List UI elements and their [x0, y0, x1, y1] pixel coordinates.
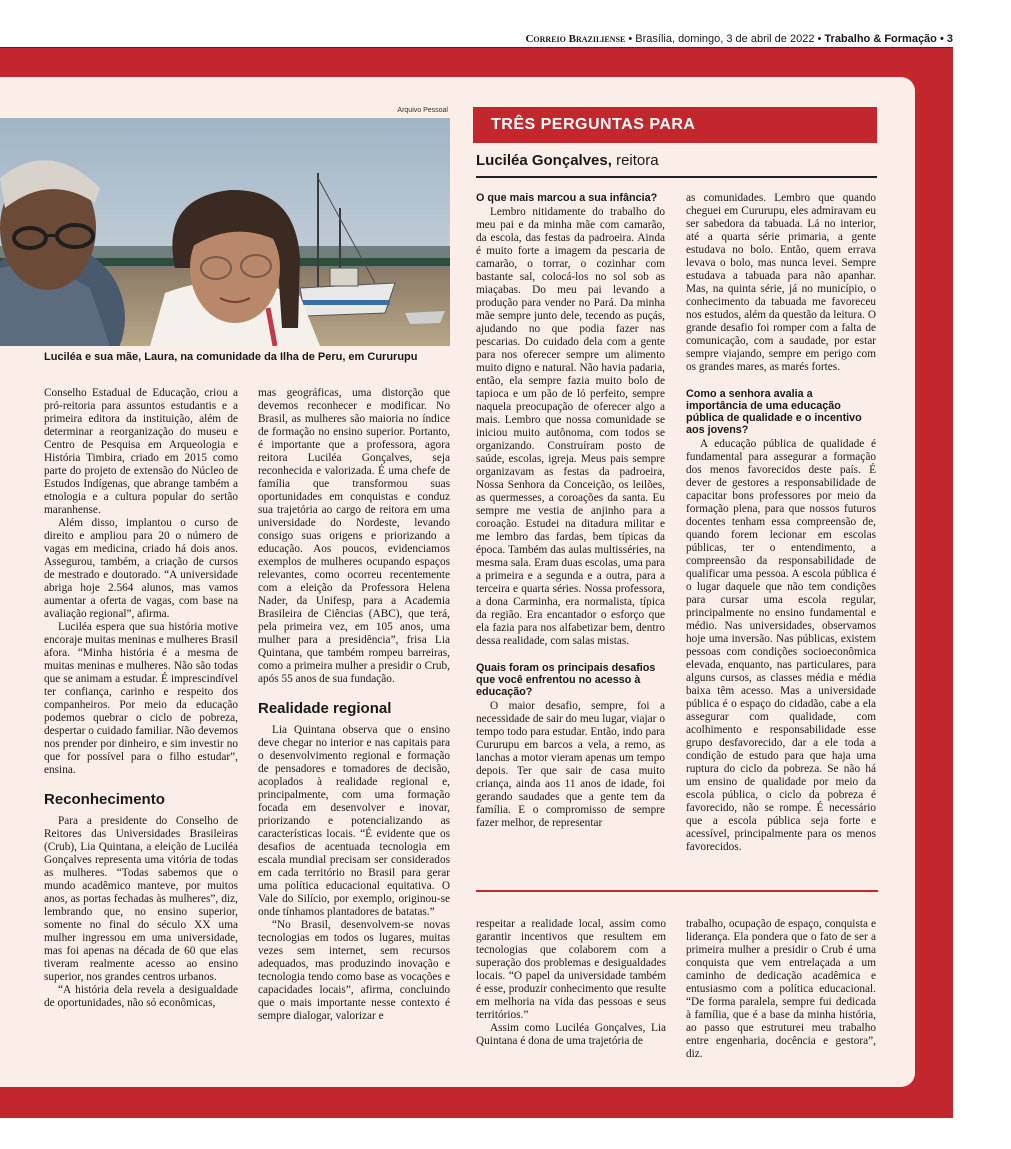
answer-paragraph: O maior desafio, sempre, foi a necessidade de sair do meu lugar, viajar o tempo todo para estudar. Então, indo para Cururupu em barcos a vela, a remo, as lanchas a motor vieram apenas um tempo depois. Ter que sair de casa muito criança, ainda aos 11 anos de idade, foi gerando saudades que a gente tem da família. E o compromisso de sempre fazer melhor, de representar	[476, 700, 665, 829]
paragraph: Assim como Luciléa Gonçalves, Lia Quintana é dona de uma trajetória de	[476, 1022, 666, 1047]
header-date: • Brasília, domingo, 3 de abril de 2022 •	[625, 33, 825, 45]
interviewee-role: reitora	[611, 152, 659, 169]
answer-paragraph: Lembro nitidamente do trabalho do meu pai e da minha mãe com camarão, da escola, das festas da padroeira. Ainda é muito forte a imagem da pescaria de camarão, o torrar, o cozinhar com bastante sal, colocá-los no sol sob as miaçabas. Do meu pai levando a produção para vender no Pará. Da minha mãe sempre junto dele, tecendo as puçás, ajudando no que podia fazer nas pescarias. Do cuidado dela com a gente para nos oferecer sempre um alimento muito digno e natural. Não havia padaria, então, ela sempre fazia muito bolo de tapioca e um pão de ló perfeito, sempre naquela preocupação de oferecer algo a mais. Lembro que nossa comunidade se iniciou muito autônoma, com todos se organizando. Construíram posto de saúde, escolas, igreja. Meus pais sempre organizavam as festas da padroeira, Nossa Senhora da Conceição, os leilões, as quermesses, a coroações da santa. Eu sempre me vestia de anjinho para a coroação. Estudei na ditadura militar e me lembro das fardas, bem típicas da época. Também das aulas multisséries, na mesma sala. Eram duas escolas, uma para a primeira e a segunda e a outra, para a terceira e quarta séries. Nossa professora, a dona Carminha, era normalista, típica da região. Era encantador o esforço que ela fazia para nos alfabetizar bem, dentro dessa realidade, com salas mistas.	[476, 206, 665, 647]
question-2: Quais foram os principais desafios que você enfrentou no acesso à educação?	[476, 662, 656, 698]
page-header	[0, 31, 1011, 48]
newspaper-name: Correio Braziliense	[525, 33, 626, 45]
section-name: Trabalho & Formação	[824, 33, 937, 45]
paragraph: “A história dela revela a desigualdade de oportunidades, não só econômicas,	[44, 984, 238, 1009]
subheading-reconhecimento: Reconhecimento	[44, 791, 165, 808]
interview-column-1	[476, 186, 665, 830]
answer-paragraph: as comunidades. Lembro que quando cheguei em Cururupu, eles admiravam eu ser sabedora da tabuada. Lá no interior, até a quarta série primaria, a gente estudava no bolo. Então, quem errava levava o bolo, mas nunca levei. Sempre estudava a tabuada para não apanhar. Mas, na quinta série, já no município, o conhecimento da tabuada me favoreceu nos estudos, além da questão da leitura. O grande desafio foi romper com a falta de comunicação, com a saudade, por estar sempre viajando, sempre em perigo com os grandes mares, as marés fortes.	[686, 192, 876, 373]
interview-column-2	[686, 192, 876, 854]
interview-rule	[476, 176, 877, 178]
three-questions-title: TRÊS PERGUNTAS PARA	[491, 116, 696, 133]
article-column-1	[44, 387, 238, 1010]
interview-end-rule	[476, 890, 878, 892]
paragraph: Luciléa espera que sua história motive encoraje muitas meninas e mulheres Brasil afora. “Minha história é a mesma de muitas meninas e mulheres. Não são todas que se animam a estudar. É imprescindível ter confiança, carinho e respeito dos companheiros. Por meio da educação podemos quebrar o ciclo de pobreza, despertar o cuidado familiar. Não devemos nos prender por dinheiro, e sim investir no que for possível para o filho estudar”, ensina.	[44, 621, 238, 776]
photo-caption: Luciléa e sua mãe, Laura, na comunidade da Ilha de Peru, em Cururupu	[44, 351, 418, 363]
subheading-realidade: Realidade regional	[258, 700, 392, 717]
header-text	[525, 33, 953, 45]
photo	[0, 118, 450, 346]
paragraph: trabalho, ocupação de espaço, conquista e liderança. Ela pondera que o fato de ser a primeira mulher a presidir o Crub é uma conquista que vem entrelaçada a um caminho de dedicação acadêmica e entusiasmo com a política educacional. “De forma paralela, sempre fui dedicada à família, que é a base da minha história, ao passo que estruturei meu trabalho entre engenharia, docência e gestora”, diz.	[686, 918, 876, 1060]
interviewee-line	[476, 152, 659, 169]
three-questions-banner	[473, 107, 877, 143]
article-column-2	[258, 387, 450, 1023]
article-column-4	[686, 918, 876, 1061]
paragraph: Conselho Estadual de Educação, criou a pró-reitoria para assuntos estudantis e a primeira editora da instituição, além de determinar a reorganização do museu e Centro de Pesquisa em Arqueologia e História Timbira, criado em 2015 como parte do projeto de extensão do Núcleo de Estudos Indígenas, que abrange também a etnologia e a cultura popular do sertão maranhense.	[44, 387, 238, 516]
paragraph: respeitar a realidade local, assim como garantir incentivos que resultem em tecnologias que colaborem com a superação dos problemas e desigualdades locais. “O papel da universidade também é esse, produzir conhecimento que resulte em melhoria na vida das pessoas e seus territórios.”	[476, 918, 666, 1021]
answer-paragraph: A educação pública de qualidade é fundamental para assegurar a formação dos menos favorecidos deste país. É dever de gestores a responsabilidade de capacitar bons professores por meio da formação plena, para que nossos futuros docentes tenham essa compreensão de, quando forem lecionar em escolas públicas, ter o entendimento, a compreensão da responsabilidade de qualificar uma pessoa. A escola pública é o lugar daquele que não tem condições para cursar uma escola regular, principalmente no ensino fundamental e médio. Nas universidades, observamos hoje uma inversão. Nas públicas, existem pessoas com condições socioeconômica elevada, enquanto, nas particulares, para alguns cursos, as classes média e média baixa têm acesso. Mas a universidade pública é o espaço do cidadão, cabe a ela assegurar com qualidade, com acolhimento e responsabilidade esse grupo desfavorecido, dar a ele toda a condição de estudo para que haja uma ruptura do ciclo da pobreza. Se não há um ensino de qualidade por meio da escola pública, o ciclo da pobreza é favorecido, não se rompe. É necessário que a escola pública seja forte e acessível, principalmente para os menos favorecidos.	[686, 438, 876, 853]
article-column-3	[476, 918, 666, 1048]
interviewee-name: Luciléa Gonçalves,	[476, 152, 612, 169]
paragraph: “No Brasil, desenvolvem-se novas tecnologias em todos os lugares, muitas vezes sem internet, sem recursos adequados, mas produzindo inovação e tecnologia tendo como base as vocações e capacidades locais”, afirma, concluindo que o mais importante nesse contexto é sempre dialogar, valorizar e	[258, 919, 450, 1022]
question-1: O que mais marcou a sua infância?	[476, 192, 658, 204]
paragraph: Lia Quintana observa que o ensino deve chegar no interior e nas capitais para o desenvolvimento regional e formação de pensadores e tomadores de decisão, acoplados à realidade regional e, principalmente, com uma formação focada em desenvolver e inovar, priorizando e potencializando as características locais. “É evidente que os desafios de acentuada tecnologia em escala mundial precisam ser considerados em cada território no Brasil para gerar uma política educacional equitativa. O Vale do Silício, por exemplo, originou-se onde tínhamos plantadores de batatas.”	[258, 724, 450, 918]
photo-illustration	[0, 118, 450, 346]
paragraph: Para a presidente do Conselho de Reitores das Universidades Brasileiras (Crub), Lia Quintana, a eleição de Luciléa Gonçalves representa uma vitória de todas as mulheres. “Todas sabemos que o mundo acadêmico manteve, por muitos anos, as portas fechadas às mulheres”, diz, lembrando que, no ensino superior, somente no final do século XX uma mulher ingressou em uma universidade, mas foi apenas na década de 60 que elas tiveram realmente acesso ao ensino superior, nos grandes centros urbanos.	[44, 815, 238, 983]
page-number: • 3	[936, 33, 953, 45]
photo-credit: Arquivo Pessoal	[397, 107, 448, 114]
paragraph: Além disso, implantou o curso de direito e ampliou para 20 o número de vagas em medicina, criado há dois anos. Assegurou, também, a criação de cursos de mestrado e doutorado. “A universidade abriga hoje 2.564 alunos, mas vamos aumentar a oferta de vagas, com base na avaliação regional”, afirma.	[44, 517, 238, 620]
question-3: Como a senhora avalia a importância de uma educação pública de qualidade e o incentivo aos jovens?	[686, 388, 862, 436]
paragraph: mas geográficas, uma distorção que devemos reconhecer e modificar. No Brasil, as mulheres são maioria no índice de formação no ensino superior. Portanto, é importante que a professora, agora reitora Luciléa Gonçalves, seja reconhecida e valorizada. É uma chefe de família que transformou suas oportunidades em conquistas e conduz sua trajetória ao cargo de reitora em uma universidade do Nordeste, levando consigo suas origens e priorizando a educação. Aos poucos, evidenciamos exemplos de mulheres ocupando espaços relevantes, como ocorreu recentemente com a eleição da Professora Helena Nader, da Unifesp, para a Academia Brasileira de Ciências (ABC), que terá, pela primeira vez, em 105 anos, uma mulher para a presidência”, frisa Lia Quintana, que também rompeu barreiras, como a primeira mulher a presidir o Crub, após 55 anos de sua fundação.	[258, 387, 450, 685]
